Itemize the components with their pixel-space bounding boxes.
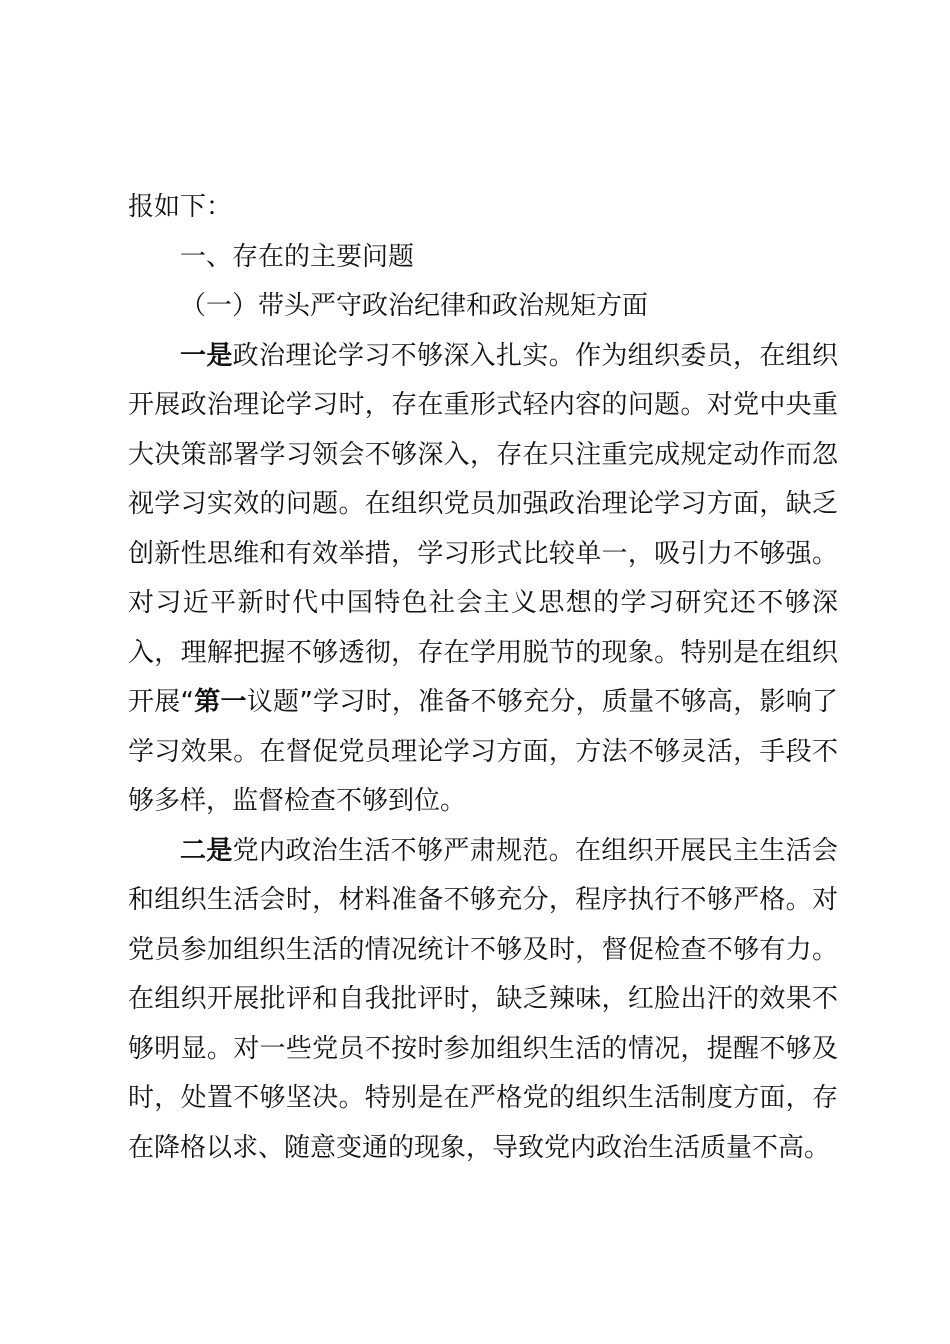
quote-rest-text: 议题” bbox=[246, 687, 313, 717]
paragraph-text: 政治理论学习不够深入扎实。作为组织委员，在组织开展政治理论学习时，存在重形式轻内容的问题。对党中央重大决策部署学习领会不够深入，存在只注重完成规定动作而忽视学习实效的问题。在组织党员加强政治理论学习方面，缺乏创新性思维和有效举措，学习形式比较单一，吸引力不够强。对习近平新时代中国特色社会主义思想的学习研究还不够深入，理解把握不够透彻，存在学用脱节的现象。特别是在组织开展 bbox=[128, 340, 838, 717]
document-body bbox=[128, 183, 838, 1173]
quote-open: “ bbox=[180, 687, 195, 717]
paragraph-political-study bbox=[128, 332, 838, 827]
section-heading: 一、存在的主要问题 bbox=[180, 241, 415, 272]
subsection-heading: （一）带头严守政治纪律和政治规矩方面 bbox=[180, 291, 649, 321]
paragraph-lead: 一是 bbox=[180, 340, 233, 371]
paragraph-lead: 二是 bbox=[180, 835, 233, 866]
paragraph-text: 党内政治生活不够严肃规范。在组织开展民主生活会和组织生活会时，材料准备不够充分，程序执行不够严格。对党员参加组织生活的情况统计不够及时，督促检查不够有力。在组织开展批评和自我批评时，缺乏辣味，红脸出汗的效果不够明显。对一些党员不按时参加组织生活的情况，提醒不够及时，处置不够坚决。特别是在严格党的组织生活制度方面，存在降格以求、随意变通的现象，导致党内政治生活质量不高。 bbox=[128, 835, 838, 1163]
quote-bold-text: 第一 bbox=[194, 687, 247, 717]
paragraph-party-life bbox=[128, 827, 838, 1174]
continued-line: 报如下： bbox=[128, 192, 233, 222]
paragraph-text-continued: 学习时，准备不够充分，质量不够高，影响了学习效果。在督促党员理论学习方面，方法不够灵活，手段不够多样，监督检查不够到位。 bbox=[128, 687, 838, 816]
